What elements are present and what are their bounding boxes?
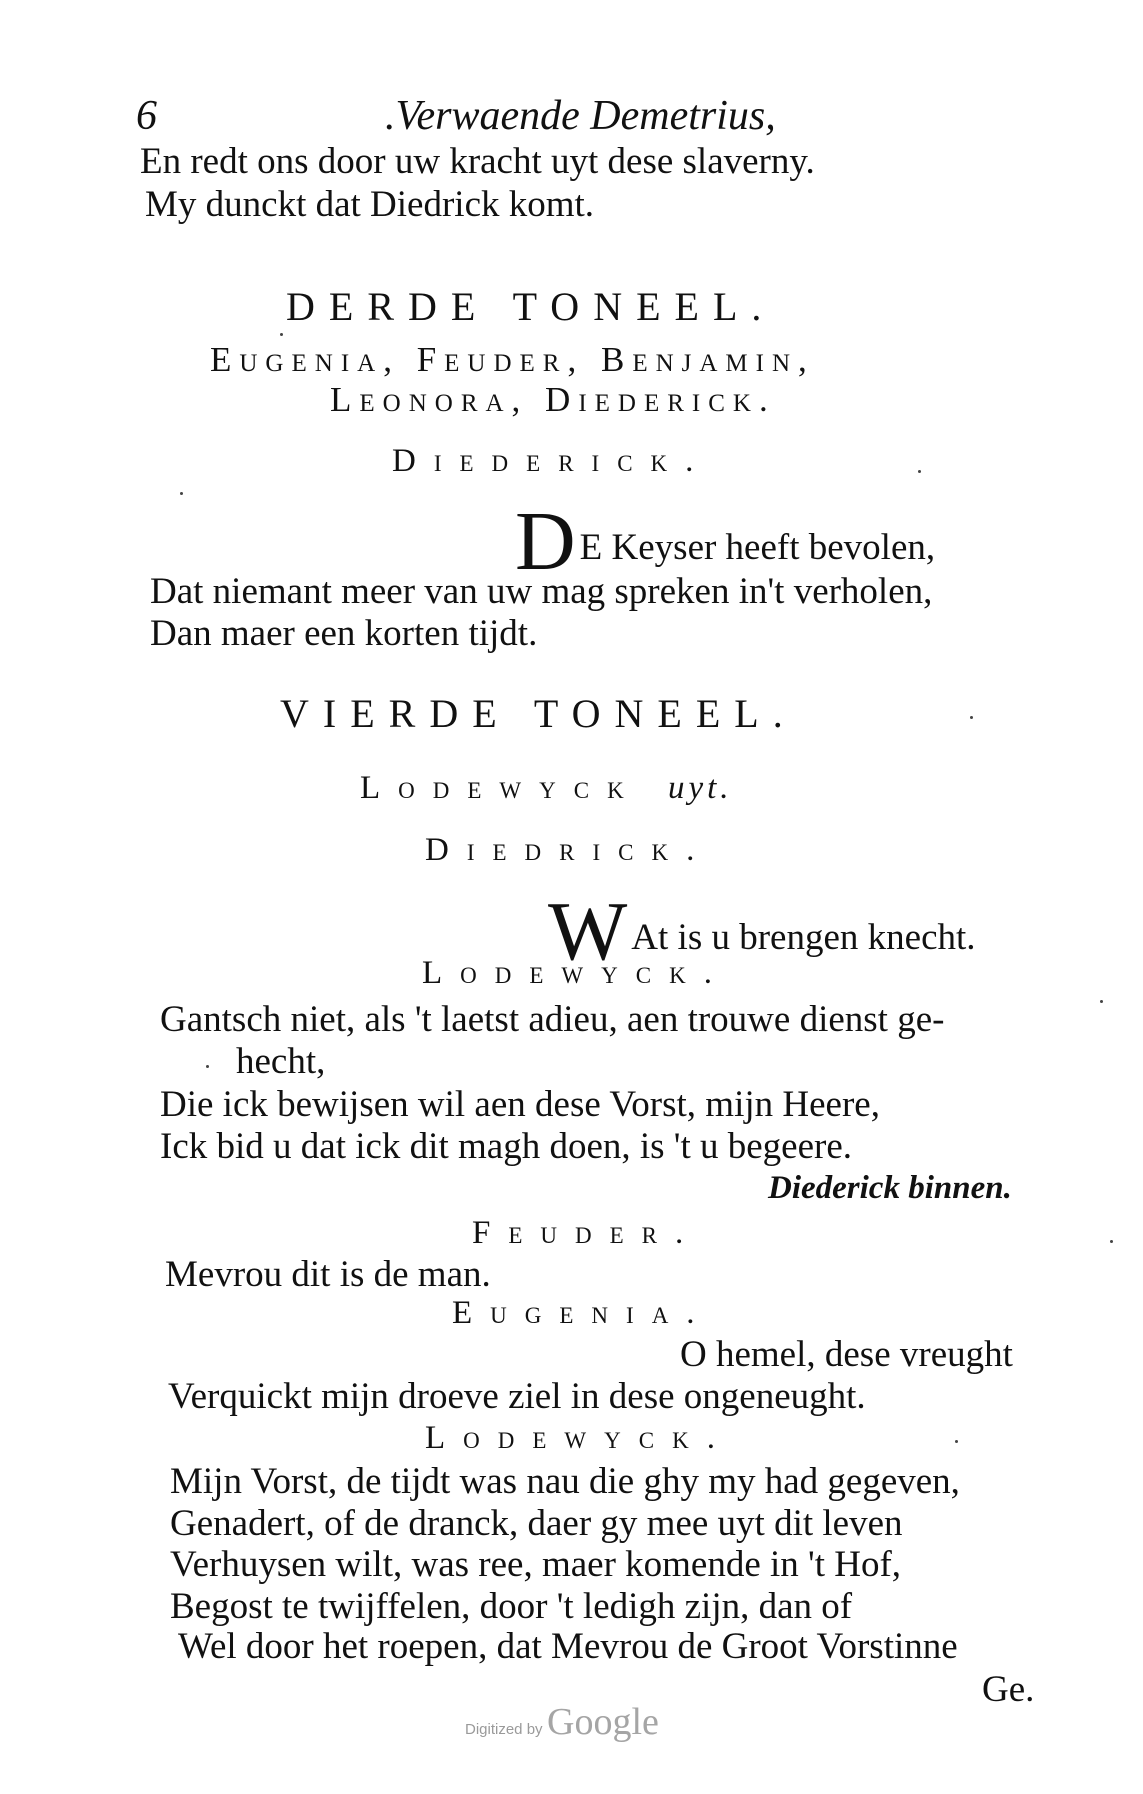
digitized-watermark bbox=[465, 1700, 659, 1744]
verse-line: Wel door het roepen, dat Mevrou de Groot Vorstinne bbox=[178, 1626, 958, 1667]
scan-speck bbox=[970, 716, 973, 719]
scene-title: VIERDE TONEEL. bbox=[280, 691, 797, 736]
scan-speck bbox=[180, 492, 183, 495]
verse-line: Begost te twijffelen, door 't ledigh zijn, dan of bbox=[170, 1586, 853, 1627]
verse-line: Die ick bewijsen wil aen dese Vorst, mijn Heere, bbox=[160, 1084, 880, 1125]
scan-speck bbox=[1110, 1240, 1113, 1243]
scan-speck bbox=[918, 470, 921, 473]
verse-line: Verhuysen wilt, was ree, maer komende in 't Hof, bbox=[170, 1544, 902, 1585]
verse-line: Mijn Vorst, de tijdt was nau die ghy my had gegeven, bbox=[170, 1461, 960, 1502]
verse-line: O hemel, dese vreught bbox=[680, 1334, 1013, 1375]
verse-line: Dat niemant meer van uw mag spreken in't verholen, bbox=[150, 571, 933, 612]
verse-line: Verquickt mijn droeve ziel in dese ongeneught. bbox=[168, 1376, 866, 1417]
speaker-name: Eugenia. bbox=[452, 1295, 713, 1331]
speaker-name: Diederick. bbox=[392, 443, 712, 479]
page-number: 6 bbox=[136, 93, 157, 139]
verse-line: Mevrou dit is de man. bbox=[165, 1254, 491, 1295]
verse-line: Gantsch niet, als 't laetst adieu, aen trouwe dienst ge- bbox=[160, 999, 945, 1040]
stage-word: uyt. bbox=[667, 770, 733, 806]
google-logo-text: Google bbox=[547, 1701, 659, 1743]
verse-line: At is u brengen knecht. bbox=[631, 917, 976, 958]
verse-line: Dan maer een korten tijdt. bbox=[150, 613, 538, 654]
drop-cap: D bbox=[515, 495, 576, 588]
verse-line: hecht, bbox=[236, 1041, 326, 1082]
catchword: Ge. bbox=[982, 1669, 1035, 1710]
speaker-name: Lodewyck bbox=[360, 770, 642, 806]
running-title: .Verwaende Demetrius, bbox=[385, 93, 776, 139]
verse-line: En redt ons door uw kracht uyt dese slaverny. bbox=[140, 141, 815, 182]
digitized-by-text: Digitized by bbox=[465, 1721, 543, 1738]
speaker-name: Diedrick. bbox=[425, 832, 713, 868]
verse-line: Genadert, of de dranck, daer gy mee uyt dit leven bbox=[170, 1503, 903, 1544]
speaker-name: Lodewyck. bbox=[425, 1420, 733, 1456]
verse-line: E Keyser heeft bevolen, bbox=[579, 527, 936, 568]
cast-list: Leonora, Diederick. bbox=[330, 380, 776, 419]
scan-speck bbox=[1100, 1000, 1103, 1003]
verse-line: My dunckt dat Diedrick komt. bbox=[145, 184, 595, 225]
stage-direction: Diederick binnen. bbox=[768, 1170, 1012, 1206]
scan-speck bbox=[280, 333, 283, 336]
verse-line: Ick bid u dat ick dit magh doen, is 't u begeere. bbox=[160, 1126, 852, 1167]
scene-title: DERDE TONEEL. bbox=[286, 284, 776, 329]
speaker-name: Lodewyck. bbox=[422, 955, 730, 991]
speaker-name: Feuder. bbox=[472, 1215, 702, 1251]
cast-list: Eugenia, Feuder, Benjamin, bbox=[210, 340, 815, 379]
scan-speck bbox=[206, 1065, 209, 1068]
drop-cap: W bbox=[548, 885, 628, 978]
stage-entry bbox=[360, 770, 733, 807]
scan-speck bbox=[955, 1440, 958, 1443]
